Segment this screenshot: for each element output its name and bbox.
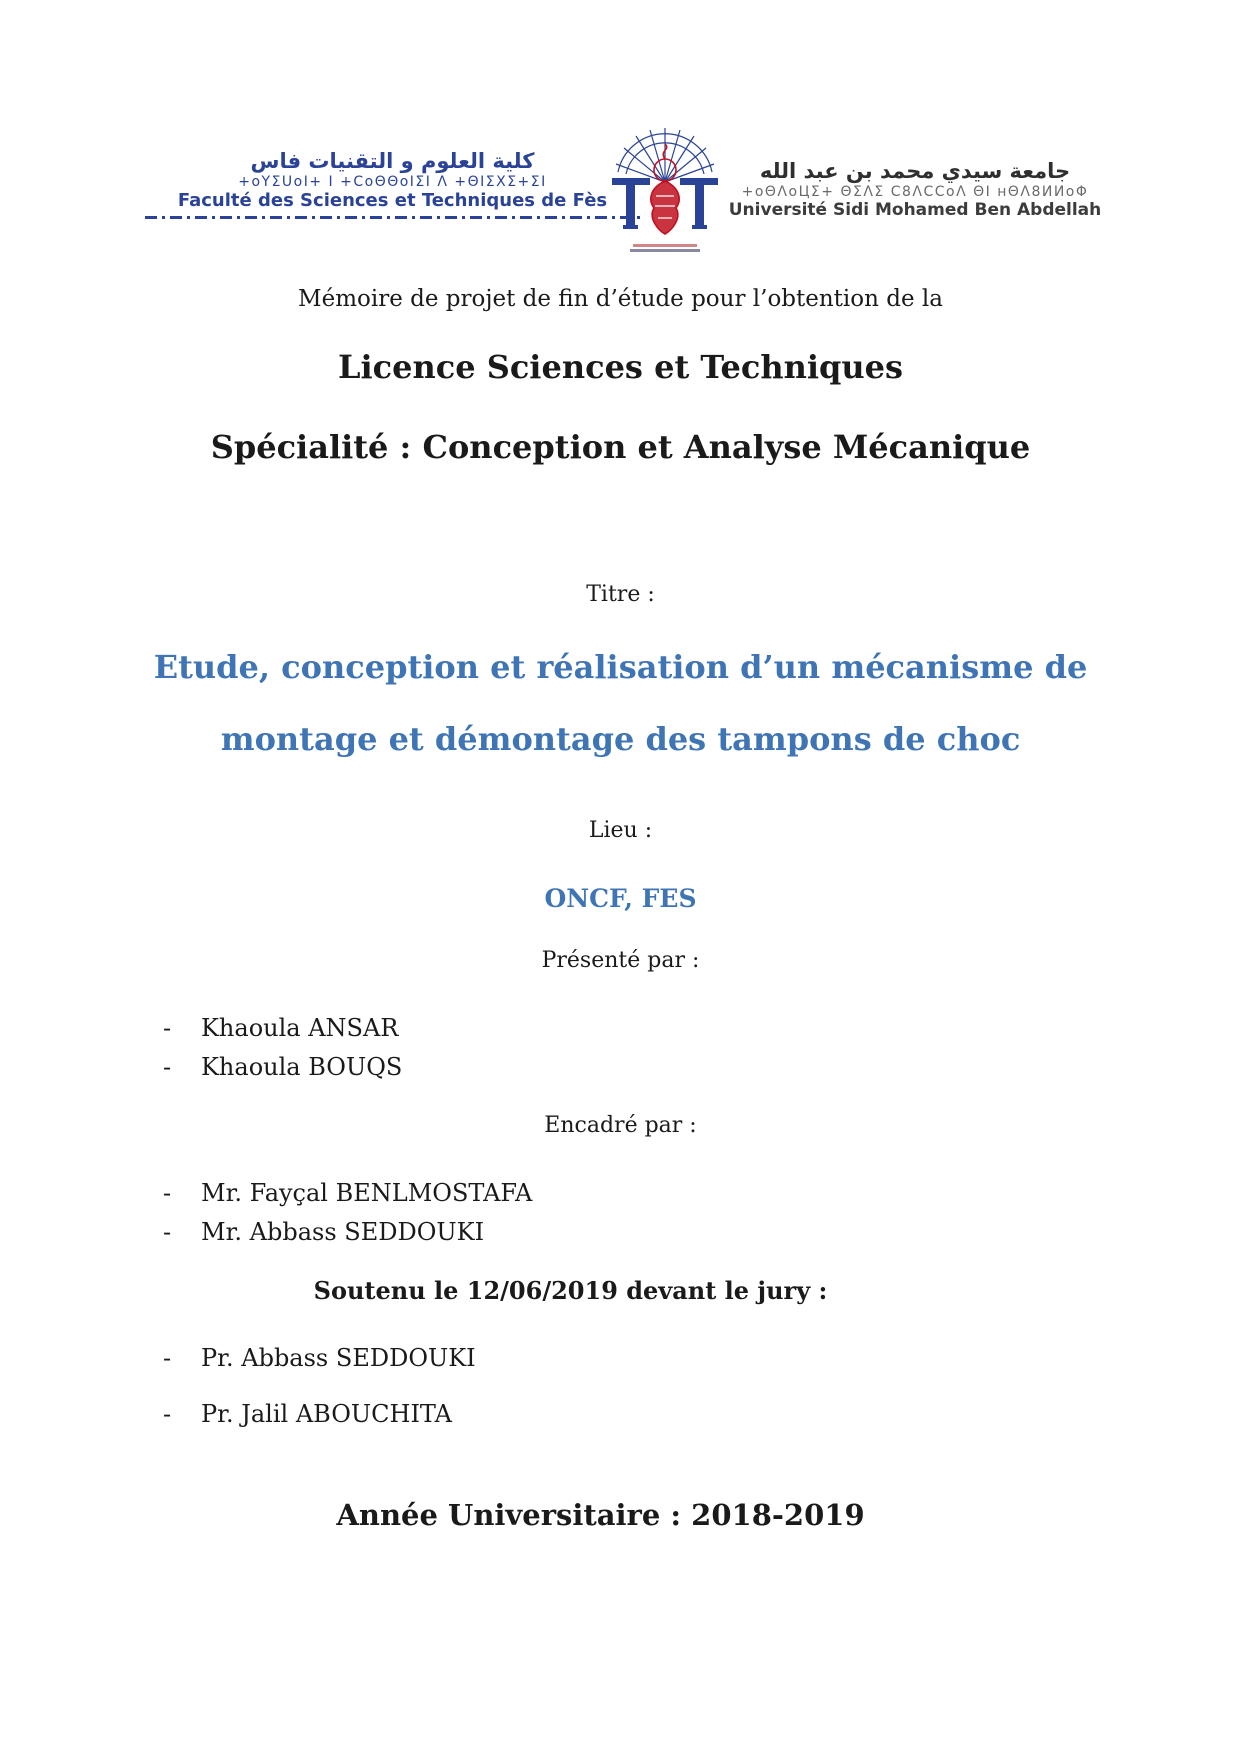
jury-list [163,1346,476,1458]
list-item [163,1181,532,1205]
university-logo [608,126,722,252]
list-dash: - [163,1014,172,1042]
project-title-line2: montage et démontage des tampons de choc [220,720,1021,758]
university-emblem-icon [610,126,720,238]
memoir-intro-line: Mémoire de projet de fin d’étude pour l’obtention de la [298,286,943,312]
list-item [163,1346,476,1370]
title-label: Titre : [586,582,655,607]
faculty-name-arabic: كلية العلوم و التقنيات فاس [250,149,535,173]
list-dash: - [163,1053,172,1081]
list-dash: - [163,1218,172,1246]
presented-by-label: Présenté par : [541,948,700,973]
faculty-name-tifinagh: +oYΣUoI+ I +CoΘΘoIΣI Λ +ΘIΣXΣ+ΣI [238,174,547,191]
place-value: ONCF, FES [544,884,697,913]
list-item [163,1055,402,1079]
jury-member-name: Pr. Abbass SEDDOUKI [201,1344,476,1372]
header-dashdot-divider [145,216,640,219]
logo-caption-lines [608,244,722,252]
jury-member-name: Pr. Jalil ABOUCHITA [201,1400,452,1428]
presenter-name: Khaoula BOUQS [201,1053,403,1081]
faculty-header-block [145,148,640,219]
supervisor-name: Mr. Abbass SEDDOUKI [201,1218,485,1246]
list-item [163,1402,476,1426]
supervisors-list [163,1181,532,1259]
degree-title: Licence Sciences et Techniques [337,348,904,386]
list-dash: - [163,1400,172,1428]
list-item [163,1016,402,1040]
university-name-arabic: جامعة سيدي محمد بن عبد الله [759,159,1071,183]
faculty-name-french: Faculté des Sciences et Techniques de Fès [177,190,608,212]
university-header-block [725,158,1105,221]
list-dash: - [163,1344,172,1372]
defense-date-line: Soutenu le 12/06/2019 devant le jury : [313,1276,828,1305]
list-item [163,1220,532,1244]
list-dash: - [163,1179,172,1207]
specialty-line: Spécialité : Conception et Analyse Mécanique [210,428,1031,466]
supervisor-name: Mr. Fayçal BENLMOSTAFA [201,1179,533,1207]
university-name-french: Université Sidi Mohamed Ben Abdellah [728,200,1102,221]
supervised-by-label: Encadré par : [544,1113,697,1138]
project-title-line1: Etude, conception et réalisation d’un mécanisme de [153,648,1088,686]
university-name-tifinagh: +oΘΛoЦΣ+ ΘΣΛΣ C8ΛCCoΛ ΘI ʜΘΛ8ИИoΦ [741,184,1089,201]
presenters-list [163,1016,402,1094]
academic-year-line: Année Universitaire : 2018-2019 [336,1498,865,1532]
place-label: Lieu : [588,818,653,843]
presenter-name: Khaoula ANSAR [201,1014,399,1042]
